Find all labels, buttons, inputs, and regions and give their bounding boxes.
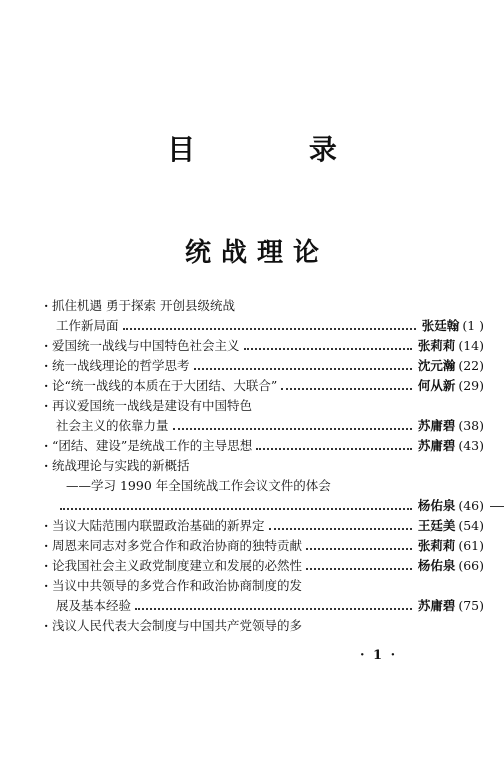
entry-title-continued: 社会主义的依靠力量 bbox=[56, 418, 169, 433]
entry-page: (43) bbox=[458, 438, 484, 453]
dot-leader bbox=[173, 428, 412, 430]
dot-leader bbox=[269, 528, 412, 530]
dot-leader bbox=[244, 348, 412, 350]
entry-page: (54) bbox=[458, 518, 484, 533]
toc-entry[interactable] bbox=[44, 336, 484, 356]
entry-title: 统一战线理论的哲学思考 bbox=[52, 358, 190, 373]
entry-title: 论“统一战线的本质在于大团结、大联合” bbox=[52, 378, 278, 393]
dot-leader bbox=[306, 568, 412, 570]
entry-title: 当议大陆范围内联盟政治基础的新界定 bbox=[52, 518, 265, 533]
entry-author: 张廷翰 bbox=[421, 318, 460, 333]
toc-entry[interactable] bbox=[44, 516, 484, 536]
entry-page: (46) bbox=[458, 498, 484, 513]
page-title: 目 录 bbox=[167, 133, 389, 166]
entry-author: 沈元瀚 bbox=[417, 358, 456, 373]
entry-author: 苏庸碧 bbox=[417, 598, 456, 613]
entry-title: 浅议人民代表大会制度与中国共产党领导的多 bbox=[52, 618, 303, 633]
entry-page: (75) bbox=[458, 598, 484, 613]
entry-author: 张莉莉 bbox=[417, 538, 456, 553]
entry-title: 爱国统一战线与中国特色社会主义 bbox=[52, 338, 240, 353]
toc-entry[interactable] bbox=[44, 356, 484, 376]
entry-title: 抓住机遇 勇于探索 开创县级统战 bbox=[52, 298, 235, 313]
toc-entry[interactable] bbox=[44, 616, 484, 636]
entry-title: 再议爱国统一战线是建设有中国特色 bbox=[52, 398, 253, 413]
entry-page: (29) bbox=[458, 378, 484, 393]
dot-leader bbox=[281, 388, 412, 390]
toc-entry[interactable] bbox=[44, 556, 484, 576]
margin-mark bbox=[490, 506, 504, 507]
entry-author: 张莉莉 bbox=[417, 338, 456, 353]
page-number: · 1 · bbox=[360, 648, 398, 663]
toc-entry[interactable] bbox=[44, 376, 484, 396]
entry-page: (1 ) bbox=[462, 318, 484, 333]
entry-page: (38) bbox=[458, 418, 484, 433]
entry-title-continued: 展及基本经验 bbox=[56, 598, 132, 613]
bullet-icon: · bbox=[44, 438, 49, 453]
entry-page: (66) bbox=[458, 558, 484, 573]
toc-entry[interactable] bbox=[44, 396, 484, 436]
dot-leader bbox=[60, 508, 412, 510]
toc-entry[interactable] bbox=[44, 296, 484, 336]
bullet-icon: · bbox=[44, 618, 49, 633]
dot-leader bbox=[123, 328, 416, 330]
entry-title-continued: 工作新局面 bbox=[56, 318, 119, 333]
entry-author: 苏庸碧 bbox=[417, 418, 456, 433]
toc-entry[interactable] bbox=[44, 536, 484, 556]
dot-leader bbox=[135, 608, 412, 610]
toc-entry[interactable] bbox=[44, 436, 484, 456]
toc-entry[interactable] bbox=[44, 576, 484, 616]
table-of-contents bbox=[44, 296, 484, 636]
dot-leader bbox=[256, 448, 412, 450]
entry-title: “团结、建设”是统战工作的主导思想 bbox=[52, 438, 253, 453]
entry-author: 何从新 bbox=[417, 378, 456, 393]
entry-author: 苏庸碧 bbox=[417, 438, 456, 453]
dot-leader bbox=[194, 368, 412, 370]
entry-page: (61) bbox=[458, 538, 484, 553]
bullet-icon: · bbox=[44, 458, 49, 473]
entry-page: (22) bbox=[458, 358, 484, 373]
entry-subtitle: ——学习 1990 年全国统战工作会议文件的体会 bbox=[66, 478, 331, 493]
bullet-icon: · bbox=[44, 338, 49, 353]
section-title: 统战理论 bbox=[184, 238, 329, 268]
bullet-icon: · bbox=[44, 558, 49, 573]
entry-title: 统战理论与实践的新概括 bbox=[52, 458, 190, 473]
dot-leader bbox=[306, 548, 412, 550]
entry-author: 杨佑泉 bbox=[417, 558, 456, 573]
bullet-icon: · bbox=[44, 378, 49, 393]
bullet-icon: · bbox=[44, 398, 49, 413]
entry-page: (14) bbox=[458, 338, 484, 353]
entry-title: 当议中共领导的多党合作和政治协商制度的发 bbox=[52, 578, 303, 593]
bullet-icon: · bbox=[44, 298, 49, 313]
entry-title: 论我国社会主义政党制度建立和发展的必然性 bbox=[52, 558, 303, 573]
toc-entry[interactable] bbox=[44, 456, 484, 516]
bullet-icon: · bbox=[44, 538, 49, 553]
bullet-icon: · bbox=[44, 518, 49, 533]
entry-author: 王廷美 bbox=[417, 518, 456, 533]
entry-title: 周恩来同志对多党合作和政治协商的独特贡献 bbox=[52, 538, 303, 553]
bullet-icon: · bbox=[44, 358, 49, 373]
bullet-icon: · bbox=[44, 578, 49, 593]
entry-author: 杨佑泉 bbox=[417, 498, 456, 513]
